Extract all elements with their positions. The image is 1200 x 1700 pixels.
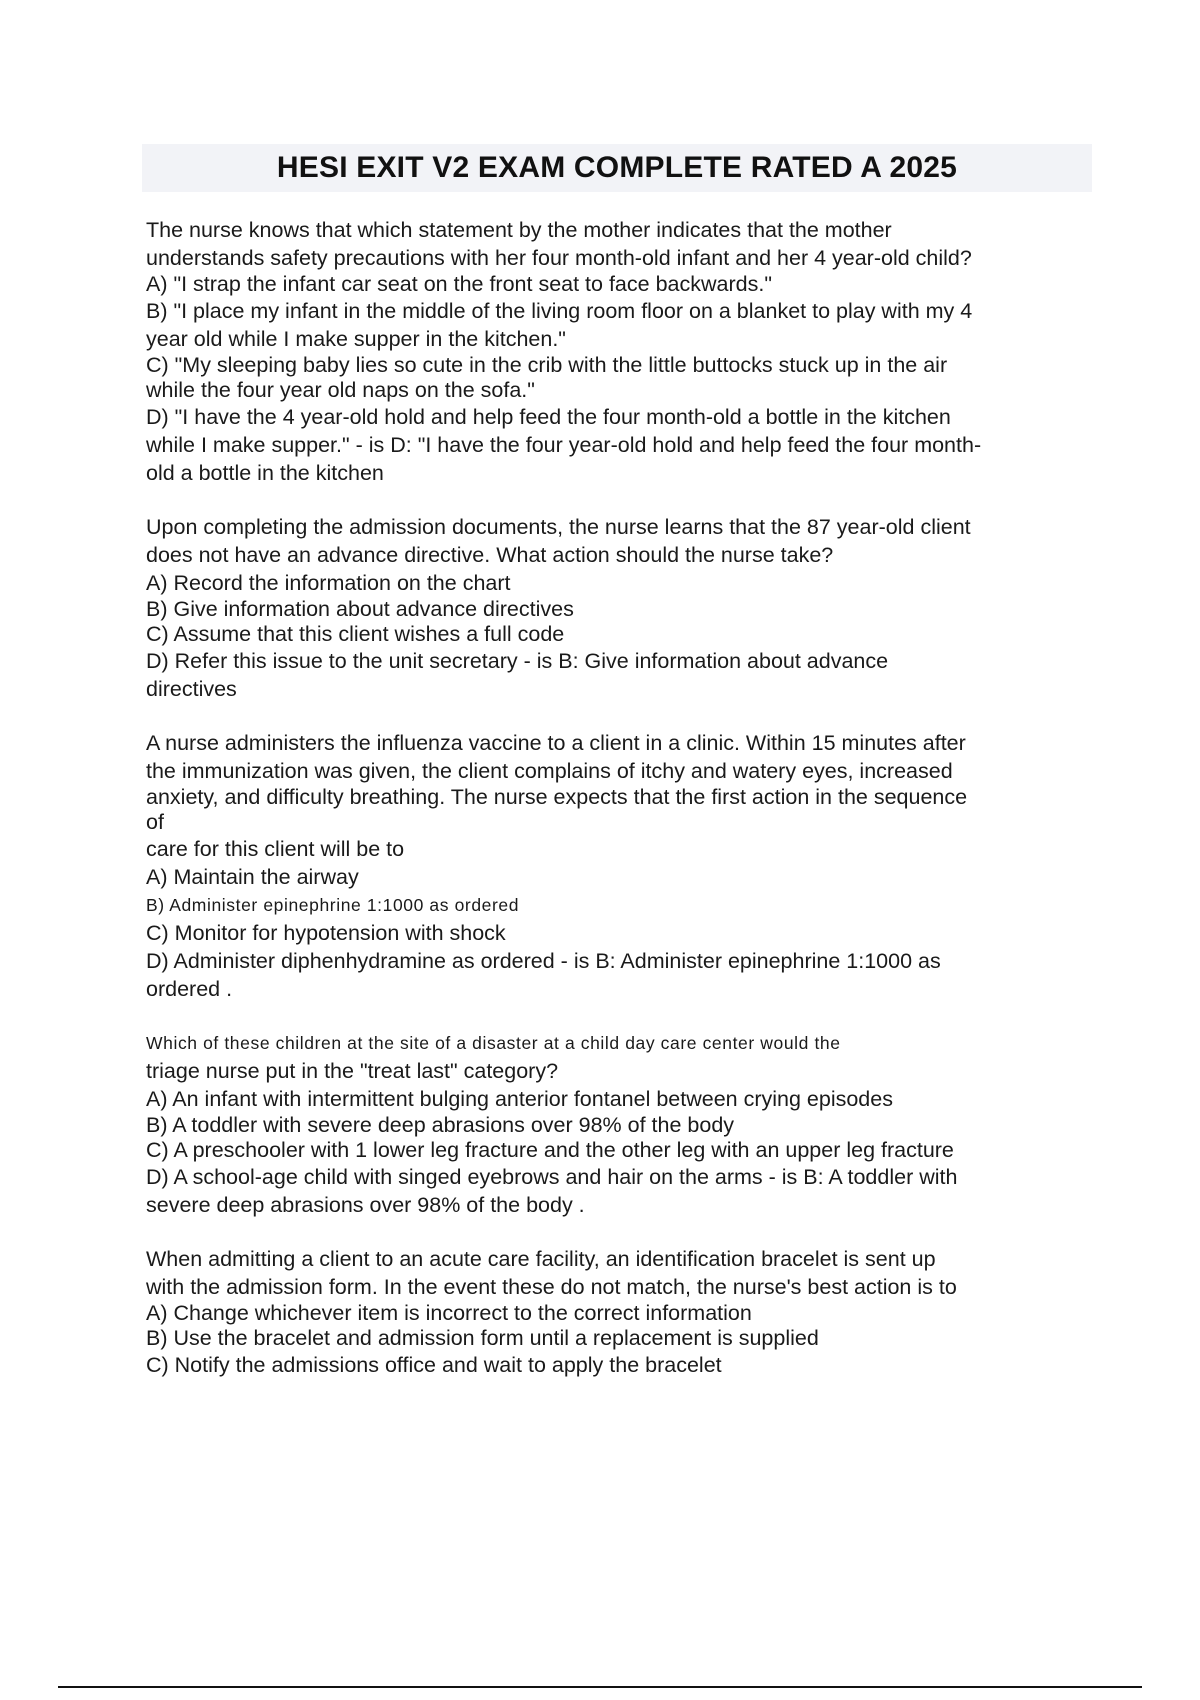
option-line: C) A preschooler with 1 lower leg fracture and the other leg with an upper leg fracture — [146, 1138, 954, 1162]
answer-line: D) Administer diphenhydramine as ordered - is B: Administer epinephrine 1:1000 as — [146, 949, 941, 973]
document-title: HESI EXIT V2 EXAM COMPLETE RATED A 2025 — [276, 151, 958, 184]
question-line: triage nurse put in the "treat last" category? — [146, 1059, 559, 1083]
option-line: B) Administer epinephrine 1:1000 as ordered — [146, 895, 520, 915]
answer-line: ordered . — [146, 977, 233, 1001]
answer-line: D) A school-age child with singed eyebrows and hair on the arms - is B: A toddler with — [146, 1165, 958, 1189]
question-line: A nurse administers the influenza vaccine to a client in a clinic. Within 15 minutes after — [146, 731, 966, 755]
footer-divider — [58, 1686, 1142, 1688]
question-5 — [146, 1245, 1096, 1379]
answer-line: D) Refer this issue to the unit secretary - is B: Give information about advance — [146, 649, 889, 673]
question-2 — [146, 513, 1096, 703]
option-line: C) Notify the admissions office and wait to apply the bracelet — [146, 1353, 722, 1377]
question-line: care for this client will be to — [146, 837, 405, 861]
option-line: A) "I strap the infant car seat on the front seat to face backwards." — [146, 272, 772, 296]
option-line: A) An infant with intermittent bulging anterior fontanel between crying episodes — [146, 1087, 893, 1111]
answer-line: while I make supper." - is D: "I have the four year-old hold and help feed the four month- — [146, 433, 982, 457]
question-4 — [146, 1029, 1096, 1219]
option-line: while the four year old naps on the sofa." — [146, 378, 535, 402]
option-line: C) Monitor for hypotension with shock — [146, 921, 506, 945]
question-line: does not have an advance directive. What action should the nurse take? — [146, 543, 834, 567]
option-line: A) Maintain the airway — [146, 865, 359, 889]
title-bar — [142, 144, 1092, 192]
answer-line: old a bottle in the kitchen — [146, 461, 384, 485]
question-line: the immunization was given, the client complains of itchy and watery eyes, increased — [146, 759, 953, 783]
question-line: understands safety precautions with her four month-old infant and her 4 year-old child? — [146, 246, 972, 270]
option-line: B) A toddler with severe deep abrasions over 98% of the body — [146, 1113, 735, 1137]
option-line: A) Change whichever item is incorrect to the correct information — [146, 1301, 752, 1325]
option-line: B) "I place my infant in the middle of the living room floor on a blanket to play with my 4 — [146, 299, 973, 323]
question-3 — [146, 729, 1096, 1003]
option-line: C) Assume that this client wishes a full code — [146, 622, 565, 646]
option-line: C) "My sleeping baby lies so cute in the crib with the little buttocks stuck up in the air — [146, 353, 948, 377]
option-line: A) Record the information on the chart — [146, 571, 511, 595]
question-line: The nurse knows that which statement by the mother indicates that the mother — [146, 218, 892, 242]
question-line: When admitting a client to an acute care facility, an identification bracelet is sent up — [146, 1247, 936, 1271]
option-line: year old while I make supper in the kitchen." — [146, 327, 566, 351]
question-line: anxiety, and difficulty breathing. The nurse expects that the first action in the sequence — [146, 785, 968, 809]
question-line: Which of these children at the site of a disaster at a child day care center would the — [146, 1033, 841, 1053]
answer-line: severe deep abrasions over 98% of the body . — [146, 1193, 585, 1217]
question-line: Upon completing the admission documents, the nurse learns that the 87 year-old client — [146, 515, 971, 539]
answer-line: directives — [146, 677, 237, 701]
question-1 — [146, 216, 1096, 487]
question-line: of — [146, 810, 164, 834]
option-line: D) "I have the 4 year-old hold and help feed the four month-old a bottle in the kitchen — [146, 405, 951, 429]
option-line: B) Give information about advance directives — [146, 597, 574, 621]
option-line: B) Use the bracelet and admission form until a replacement is supplied — [146, 1326, 819, 1350]
question-line: with the admission form. In the event these do not match, the nurse's best action is to — [146, 1275, 957, 1299]
document-body — [146, 216, 1096, 1405]
